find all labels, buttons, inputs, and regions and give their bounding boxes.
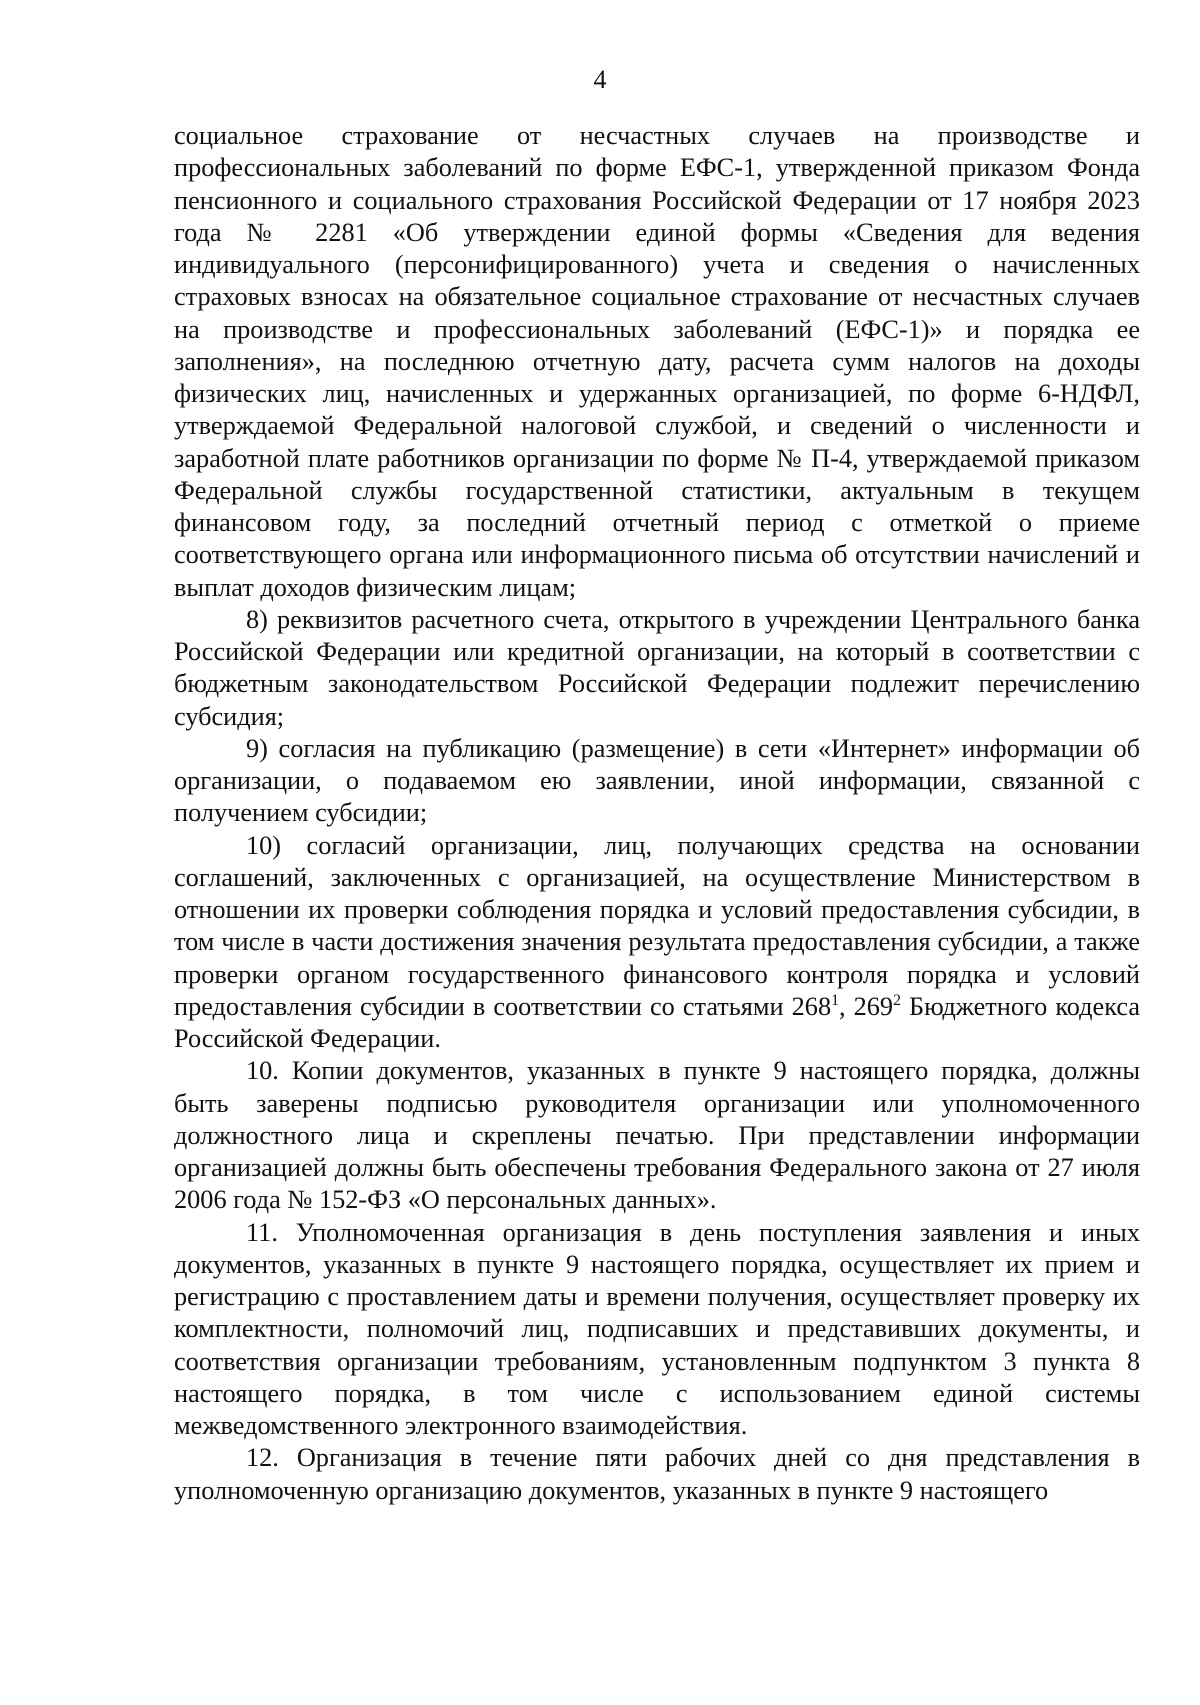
item-10-text-middle: , 269 xyxy=(839,991,894,1021)
paragraph-item-10 xyxy=(174,830,1140,1056)
paragraph-point-10: 10. Копии документов, указанных в пункте 9 настоящего порядка, должны быть заверены подписью руководителя организации или уполномоченного должностного лица и скреплены печатью. При представлении информации организацией должны быть обеспечены требования Федерального закона от 27 июля 2006 года № 152-ФЗ «О персональных данных». xyxy=(174,1056,1140,1215)
article-268-superscript: 1 xyxy=(831,991,839,1009)
paragraph-continuation: социальное страхование от несчастных случаев на производстве и профессиональных заболеваний по форме ЕФС-1, утвержденной приказом Фонда пенсионного и социального страхования Российской Федерации от 17 ноября 2023 года № 2281 «Об утверждении единой формы «Сведения для ведения индивидуального (персонифицированного) учета и сведения о начисленных страховых взносах на обязательное социальное страхование от несчастных случаев на производстве и профессиональных заболеваний (ЕФС-1)» и порядка ее заполнения», на последнюю отчетную дату, расчета сумм налогов на доходы физических лиц, начисленных и удержанных организацией, по форме 6-НДФЛ, утверждаемой Федеральной налоговой службой, и сведений о численности и заработной плате работников организации по форме № П-4, утверждаемой приказом Федеральной службы государственной статистики, актуальным в текущем финансовом году, за последний отчетный период с отметкой о приеме соответствующего органа или информационного письма об отсутствии начислений и выплат доходов физическим лицам; xyxy=(174,121,1140,602)
paragraph-point-12: 12. Организация в течение пяти рабочих дней со дня представления в уполномоченную организацию документов, указанных в пункте 9 настоящего xyxy=(174,1443,1140,1505)
paragraph-item-9: 9) согласия на публикацию (размещение) в сети «Интернет» информации об организации, о подаваемом ею заявлении, иной информации, связанной с получением субсидии; xyxy=(174,733,1140,828)
page-number: 4 xyxy=(593,65,607,94)
paragraph-item-8: 8) реквизитов расчетного счета, открытого в учреждении Центрального банка Российской Федерации или кредитной организации, на который в соответствии с бюджетным законодательством Российской Федерации подлежит перечислению субсидия; xyxy=(174,604,1140,731)
item-10-text-after: Бюджетного кодекса Российской Федерации. xyxy=(174,991,1141,1053)
article-269-superscript: 2 xyxy=(893,991,901,1009)
item-10-text-before: 10) согласий организации, лиц, получающих средства на основании соглашений, заключенных с организацией, на осуществление Министерством в отношении их проверки соблюдения порядка и условий предоставления субсидии, в том числе в части достижения значения результата предоставления субсидии, а также проверки органом государственного финансового контроля порядка и условий предоставления субсидии в соответствии со статьями 268 xyxy=(174,830,1140,1021)
document-body xyxy=(174,120,1140,1507)
paragraph-point-11: 11. Уполномоченная организация в день поступления заявления и иных документов, указанных в пункте 9 настоящего порядка, осуществляет их прием и регистрацию с проставлением даты и времени получения, осуществляет проверку их комплектности, полномочий лиц, подписавших и представивших документы, и соответствия организации требованиям, установленным подпунктом 3 пункта 8 настоящего порядка, в том числе с использованием единой системы межведомственного электронного взаимодействия. xyxy=(174,1217,1140,1440)
